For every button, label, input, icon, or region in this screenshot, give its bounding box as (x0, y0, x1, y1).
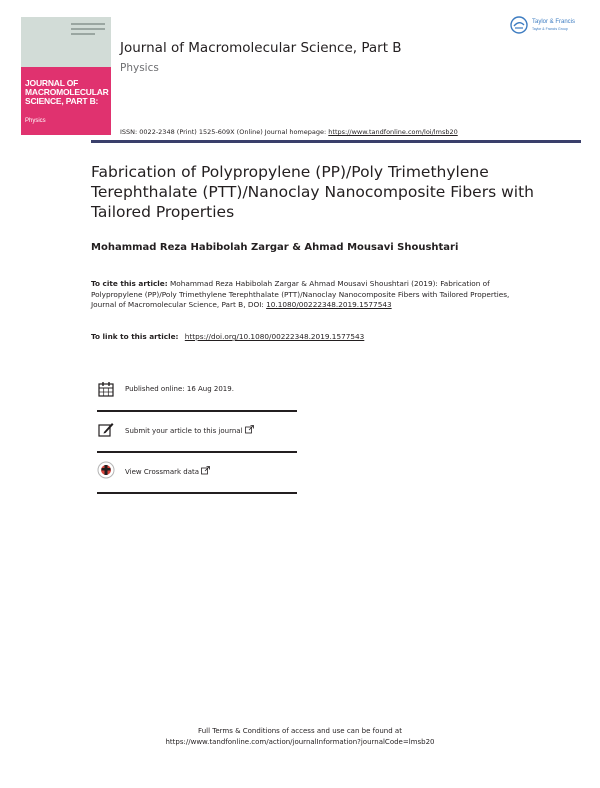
crossmark-label: View Crossmark data (125, 468, 200, 476)
article-authors: Mohammad Reza Habibolah Zargar & Ahmad Mousavi Shoushtari (91, 242, 459, 253)
action-divider (97, 410, 297, 412)
crossmark-row[interactable] (97, 461, 297, 491)
article-link-label: To link to this article: (91, 332, 179, 341)
publisher-logo-text: Taylor & Francis (532, 19, 576, 25)
cover-title-line: SCIENCE, PART B: (25, 96, 99, 106)
journal-title: Journal of Macromolecular Science, Part B (120, 40, 402, 56)
issn-line (120, 128, 458, 136)
journal-homepage-link[interactable]: https://www.tandfonline.com/loi/lmsb20 (328, 128, 458, 136)
citation-text: Mohammad Reza Habibolah Zargar & Ahmad Mousavi Shoushtari (2019): Fabrication of Polypropylene (PP)/Poly Trimethylene Terephthalate (PTT)/Nanoclay Nanocomposite Fibers with Tailored Properties, Journal of Macromolecular Science, Part B, DOI: (91, 279, 510, 309)
edit-icon (97, 420, 115, 438)
crossmark-icon (97, 461, 115, 479)
article-link-line (91, 332, 364, 341)
publisher-logo-subtext: Taylor & Francis Group (532, 27, 568, 31)
submit-article-label: Submit your article to this journal (125, 427, 243, 435)
header-divider (91, 140, 581, 143)
calendar-icon (97, 380, 115, 398)
citation-block (91, 279, 511, 311)
cover-title-line: JOURNAL OF (25, 78, 79, 88)
footer-terms-link[interactable]: https://www.tandfonline.com/action/journalInformation?journalCode=lmsb20 (165, 738, 435, 746)
article-title: Fabrication of Polypropylene (PP)/Poly Trimethylene Terephthalate (PTT)/Nanoclay Nanocomposite Fibers with Tailored Properties (91, 163, 534, 221)
citation-label: To cite this article: (91, 279, 168, 288)
published-online-row (97, 380, 297, 410)
external-link-icon (201, 466, 210, 475)
action-divider (97, 492, 297, 494)
crossmark-text[interactable] (125, 466, 210, 476)
submit-article-row[interactable] (97, 420, 297, 450)
published-online-text: Published online: 16 Aug 2019. (125, 385, 234, 393)
cover-title-line: MACROMOLECULAR (25, 87, 109, 97)
footer (0, 726, 600, 748)
cover-masthead-lines (71, 23, 105, 38)
submit-article-text[interactable] (125, 425, 254, 435)
publisher-logo-icon (510, 16, 528, 34)
publisher-logo[interactable] (510, 16, 584, 36)
cover-title (25, 79, 109, 106)
footer-terms-text: Full Terms & Conditions of access and use can be found at (198, 727, 402, 735)
external-link-icon (245, 425, 254, 434)
article-doi-url-link[interactable]: https://doi.org/10.1080/00222348.2019.1577543 (184, 332, 365, 341)
cover-subtitle: Physics (25, 118, 46, 124)
journal-cover-image (21, 17, 111, 135)
citation-doi-link[interactable]: 10.1080/00222348.2019.1577543 (266, 300, 392, 309)
issn-text: ISSN: 0022-2348 (Print) 1525-609X (Online) Journal homepage: (120, 128, 327, 136)
journal-subtitle: Physics (120, 62, 159, 74)
action-divider (97, 451, 297, 453)
